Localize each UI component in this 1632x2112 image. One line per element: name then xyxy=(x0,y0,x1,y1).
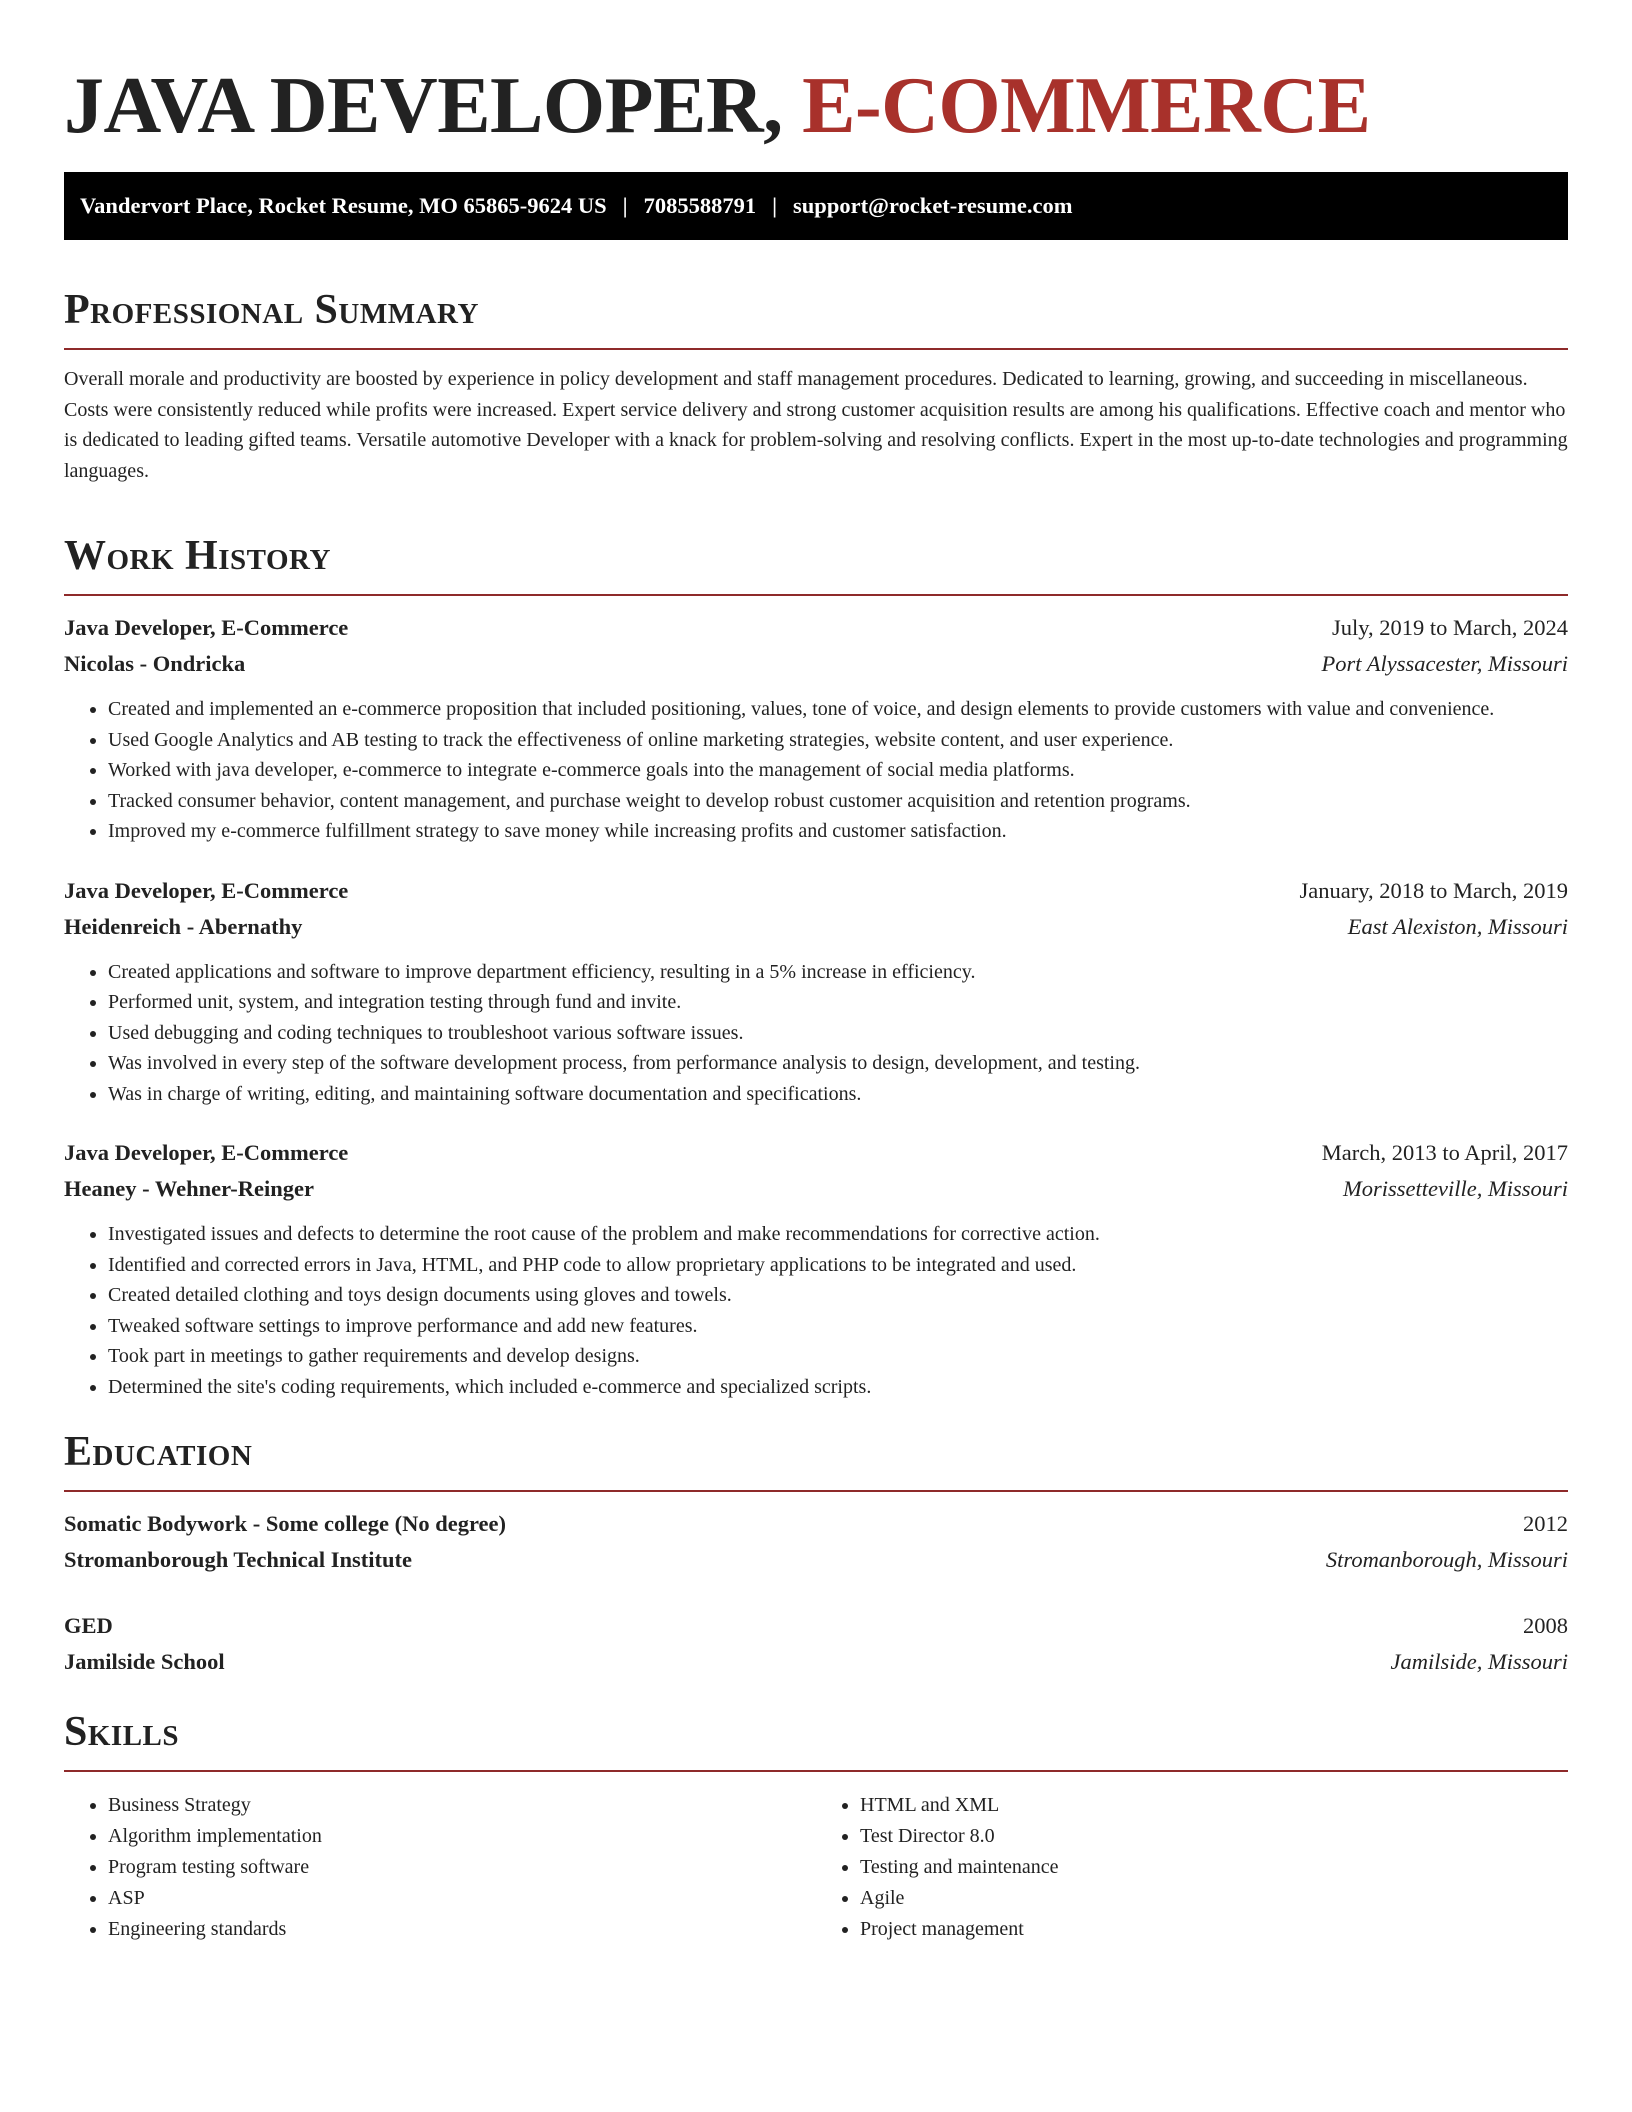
education-school: Jamilside School xyxy=(64,1649,225,1674)
list-item: • Created and implemented an e-commerce proposition that included positioning, values, tone of voice, and design elements to provide customers with value and convenience. xyxy=(108,694,1568,725)
contact-separator: | xyxy=(772,193,778,218)
skills-list xyxy=(64,1786,1568,1945)
education-entry xyxy=(64,1506,1568,1578)
list-item: • Used debugging and coding techniques to troubleshoot various software issues. xyxy=(108,1018,1568,1049)
summary-section xyxy=(64,286,1568,486)
title-main: JAVA DEVELOPER, xyxy=(64,62,783,150)
skill-item: • Project management xyxy=(860,1914,1568,1945)
job-entry xyxy=(64,1135,1568,1402)
job-location: East Alexiston, Missouri xyxy=(1347,913,1568,939)
skill-item: • Algorithm implementation xyxy=(108,1821,816,1852)
work-history-heading: Work History xyxy=(64,533,331,579)
page-title xyxy=(64,60,1568,152)
job-bullets xyxy=(64,957,1568,1110)
skill-item: • Program testing software xyxy=(108,1852,816,1883)
section-divider xyxy=(64,594,1568,596)
list-item: • Tweaked software settings to improve performance and add new features. xyxy=(108,1311,1568,1342)
summary-text: Overall morale and productivity are boosted by experience in policy development and staff management procedures. Dedicated to learning, growing, and succeeding in miscellaneous. Costs were consistently reduced while profits were increased. Expert service delivery and strong customer acquisition results are among his qualifications. Effective coach and mentor who is dedicated to leading gifted teams. Versatile automotive Developer with a knack for problem-solving and resolving conflicts. Expert in the most up-to-date technologies and programming languages. xyxy=(64,368,1568,482)
list-item: • Was in charge of writing, editing, and maintaining software documentation and specifications. xyxy=(108,1079,1568,1110)
skill-item: • Engineering standards xyxy=(108,1914,816,1945)
list-item: • Worked with java developer, e-commerce to integrate e-commerce goals into the management of social media platforms. xyxy=(108,755,1568,786)
skill-item: • Testing and maintenance xyxy=(860,1852,1568,1883)
job-entry xyxy=(64,873,1568,1110)
education-degree: GED xyxy=(64,1613,113,1638)
skill-item: • Test Director 8.0 xyxy=(860,1821,1568,1852)
work-history-section xyxy=(64,532,1568,1402)
education-year: 2008 xyxy=(1523,1613,1568,1638)
list-item: • Investigated issues and defects to determine the root cause of the problem and make recommendations for corrective action. xyxy=(108,1219,1568,1250)
section-divider xyxy=(64,1770,1568,1772)
list-item: • Created applications and software to improve department efficiency, resulting in a 5% increase in efficiency. xyxy=(108,957,1568,988)
job-location: Port Alyssacester, Missouri xyxy=(1321,651,1568,676)
job-title: Java Developer, E-Commerce xyxy=(64,615,349,640)
job-dates: July, 2019 to March, 2024 xyxy=(1331,615,1568,640)
title-accent: E-COMMERCE xyxy=(802,62,1371,150)
section-divider xyxy=(64,348,1568,350)
skills-column xyxy=(64,1790,816,1945)
education-entry xyxy=(64,1608,1568,1680)
job-title: Java Developer, E-Commerce xyxy=(64,877,349,903)
list-item: • Identified and corrected errors in Java, HTML, and PHP code to allow proprietary applications to be integrated and used. xyxy=(108,1250,1568,1281)
job-bullets xyxy=(64,694,1568,847)
education-degree: Somatic Bodywork - Some college (No degree) xyxy=(64,1511,506,1536)
list-item: • Tracked consumer behavior, content management, and purchase weight to develop robust customer acquisition and retention programs. xyxy=(108,786,1568,817)
skill-item: • ASP xyxy=(108,1883,816,1914)
contact-phone[interactable]: 7085588791 xyxy=(643,193,757,218)
list-item: • Was involved in every step of the software development process, from performance analysis to design, development, and testing. xyxy=(108,1048,1568,1079)
skill-item: • HTML and XML xyxy=(860,1790,1568,1821)
contact-address: Vandervort Place, Rocket Resume, MO 65865-9624 US xyxy=(80,193,607,218)
skill-item: • Business Strategy xyxy=(108,1790,816,1821)
list-item: • Used Google Analytics and AB testing to track the effectiveness of online marketing strategies, website content, and user experience. xyxy=(108,725,1568,756)
skills-section xyxy=(64,1708,1568,1945)
skills-heading: Skills xyxy=(64,1709,180,1755)
summary-heading: Professional Summary xyxy=(64,287,479,333)
education-location: Jamilside, Missouri xyxy=(1390,1649,1568,1674)
list-item: • Improved my e-commerce fulfillment strategy to save money while increasing profits and customer satisfaction. xyxy=(108,816,1568,847)
job-company: Nicolas - Ondricka xyxy=(64,651,246,676)
list-item: • Took part in meetings to gather requirements and develop designs. xyxy=(108,1341,1568,1372)
job-company: Heaney - Wehner-Reinger xyxy=(64,1176,314,1201)
job-entry xyxy=(64,610,1568,847)
job-company: Heidenreich - Abernathy xyxy=(64,913,303,939)
contact-email[interactable]: support@rocket-resume.com xyxy=(793,193,1073,218)
skill-item: • Agile xyxy=(860,1883,1568,1914)
list-item: • Performed unit, system, and integration testing through fund and invite. xyxy=(108,987,1568,1018)
job-bullets xyxy=(64,1219,1568,1402)
job-location: Morissetteville, Missouri xyxy=(1343,1176,1568,1201)
list-item: • Determined the site's coding requirements, which included e-commerce and specialized scripts. xyxy=(108,1372,1568,1403)
education-year: 2012 xyxy=(1523,1511,1568,1536)
job-dates: March, 2013 to April, 2017 xyxy=(1321,1140,1568,1165)
job-dates: January, 2018 to March, 2019 xyxy=(1299,877,1568,903)
list-item: • Created detailed clothing and toys design documents using gloves and towels. xyxy=(108,1280,1568,1311)
job-title: Java Developer, E-Commerce xyxy=(64,1140,349,1165)
education-section xyxy=(64,1428,1568,1680)
skills-column xyxy=(816,1790,1568,1945)
education-location: Stromanborough, Missouri xyxy=(1325,1547,1568,1572)
section-divider xyxy=(64,1490,1568,1492)
contact-separator: | xyxy=(622,193,628,218)
education-heading: Education xyxy=(64,1429,253,1475)
contact-bar xyxy=(64,172,1568,240)
education-school: Stromanborough Technical Institute xyxy=(64,1547,412,1572)
